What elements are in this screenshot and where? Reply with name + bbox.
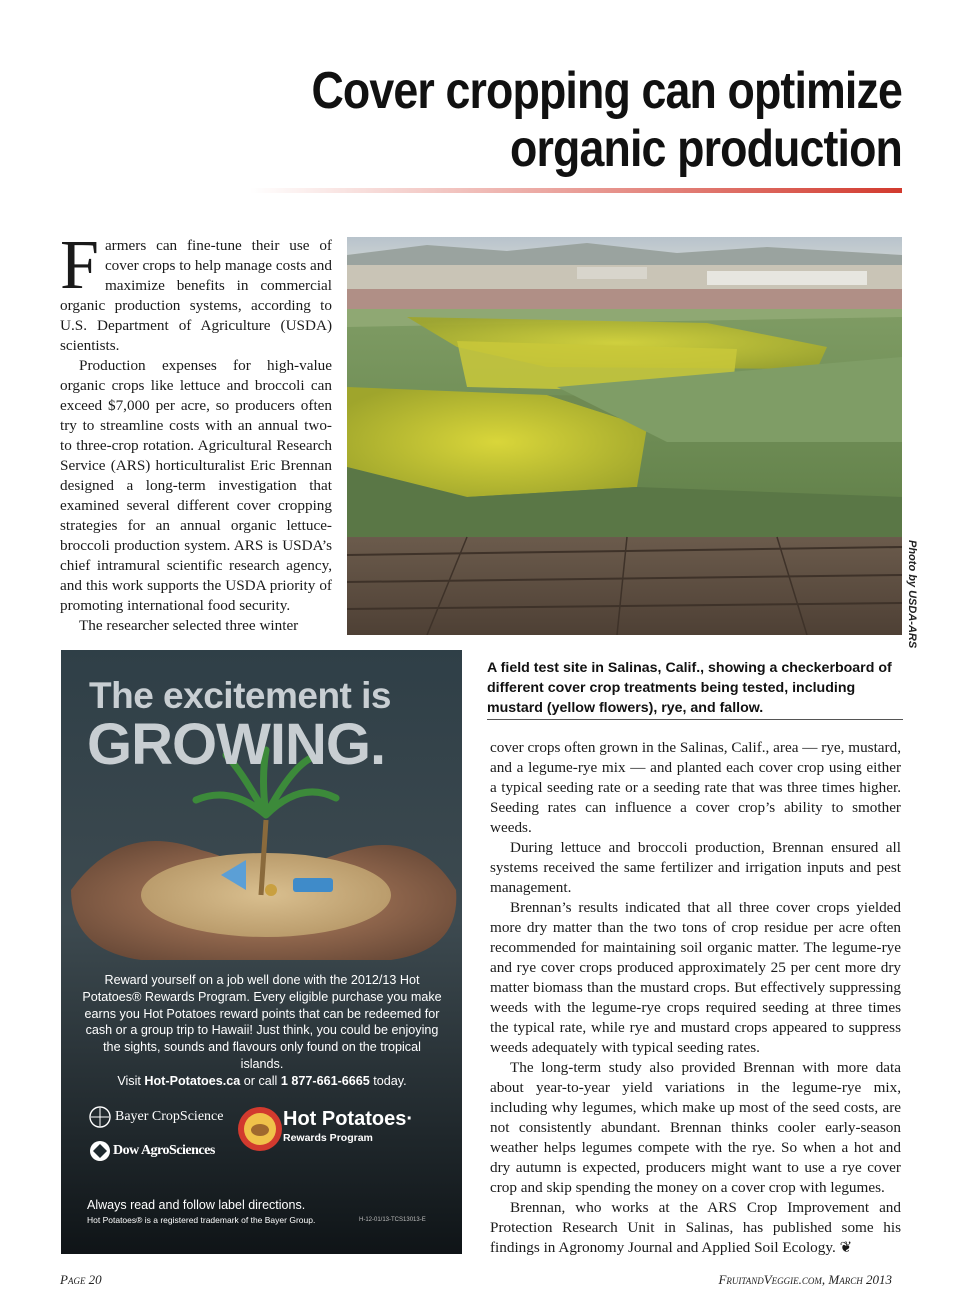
photo-caption: A field test site in Salinas, Calif., showing a checkerboard of different cover crop treatments being tested, including mustard (yellow flowers), rye, and fallow. [487,660,892,716]
hot-potatoes-badge-icon [237,1106,283,1152]
headline-line-2: organic production [510,120,902,178]
paragraph-3-continued: cover crops often grown in the Salinas, Calif., area — rye, mustard, and a legume-rye mix — and planted each cover crop using either a typical seeding rate or a seeding rate that was three times higher. Seeding rates can influence a cover crop’s ability to smother weeds. [490,739,901,836]
ad-phone-number: 1 877-661-6665 [280,1073,370,1088]
page-number: Page 20 [60,1272,102,1287]
ad-visit-prefix: Visit [117,1073,145,1088]
dow-agrosciences-label: Dow AgroSciences [113,1143,215,1158]
photo-credit-text: Photo by USDA-ARS [906,540,918,649]
paragraph-6: The long-term study also provided Brennan with more data about year-to-year yield variations in the legume-rye mix, including why legumes, which make up most of the seed costs, are not consistently abundant. Brennan thinks cooler early-season weather helps legumes compete with the rye. So when a hot and dry autumn is expected, producers might want to use a rye cover crop and skip spending the money on a cover crop with legumes. [490,1059,901,1196]
ad-visit-suffix: today. [369,1073,407,1088]
photo-credit [900,540,920,649]
hot-potatoes-subtitle: Rewards Program [283,1132,373,1144]
ad-label-warning: Always read and follow label directions. [87,1198,306,1212]
ad-trademark-note: Hot Potatoes® is a registered trademark of the Bayer Group. [87,1215,316,1225]
field-photo [347,237,902,635]
paragraph-2: Production expenses for high-value organic crops like lettuce and broccoli can exceed $7,000 per acre, so producers often try to streamline costs with an annual two- to three-crop rotation. Agricultural Research Service (ARS) horticulturalist Eric Brennan designed a long-term investigation that examined several different cover cropping strategies for an annual organic lettuce-broccoli production system. ARS is USDA’s chief intramural scientific research agency, and this work supports the USDA priority of promoting international food security. [60,357,332,614]
caption-rule [487,719,903,720]
paragraph-3-start: The researcher selected three winter [79,617,299,634]
dow-logo [89,1140,215,1162]
dow-diamond-icon [89,1140,111,1162]
hot-potatoes-title: Hot Potatoes· [283,1108,413,1130]
headline-line-1: Cover cropping can optimize [311,62,902,120]
bayer-cross-icon [89,1106,111,1128]
advertisement [61,650,462,1254]
headline-rule [250,188,902,193]
ad-body [81,972,443,1090]
paragraph-1-text: armers can fine-tune their use of cover crops to help manage costs and maximize benefits in commercial organic production systems, according to U.S. Department of Agriculture (USDA) scientists. [60,237,332,354]
ad-logos [85,1104,445,1174]
ad-headline-line-2: GROWING. [87,712,386,777]
paragraph-5: Brennan’s results indicated that all three cover crops yielded more dry matter than the two tons of crop residue per acre often recommended for maintaining soil organic matter. The legume-rye and rye cover crops produced approximately 25 per cent more dry matter biomass than the mustard crops. But effectively suppressing weeds with the legume-rye crops required seeding at three times the typical rate, while rye and mustard crops appeared to suppress weeds adequately with typical seeding rates. [490,899,901,1056]
bayer-logo [89,1106,223,1128]
paragraph-7: Brennan, who works at the ARS Crop Improvement and Protection Research Unit in Salinas, has published some his findings in Agronomy Journal and Applied Soil Ecology. ❦ [490,1199,901,1256]
ad-body-text: Reward yourself on a job well done with the 2012/13 Hot Potatoes® Rewards Program. Every eligible purchase you make earns you Hot Potatoes reward points that can be redeemed for cash or a group trip to Hawaii! Just think, you could be enjoying the sights, sounds and flavours only found on the tropical islands. [82,973,442,1071]
drop-cap: F [60,227,99,304]
paragraph-1 [60,227,332,356]
bayer-cropscience-label: Bayer CropScience [115,1109,224,1124]
ad-headline-line-1: The excitement is [89,675,392,716]
ad-visit-middle: or call [240,1073,281,1088]
article-column-left [60,227,332,636]
field-photo-image [347,237,902,635]
article-headline [248,62,902,178]
paragraph-4: During lettuce and broccoli production, Brennan ensured all systems received the same fertilizer and irrigation inputs and pest management. [490,839,901,896]
ad-website-link[interactable]: Hot-Potatoes.ca [144,1073,241,1088]
article-column-right [490,738,901,1258]
ad-code: H-12-01/13-TCS13013-E [359,1217,426,1223]
publication-info: FruitandVeggie.com, March 2013 [718,1272,892,1287]
